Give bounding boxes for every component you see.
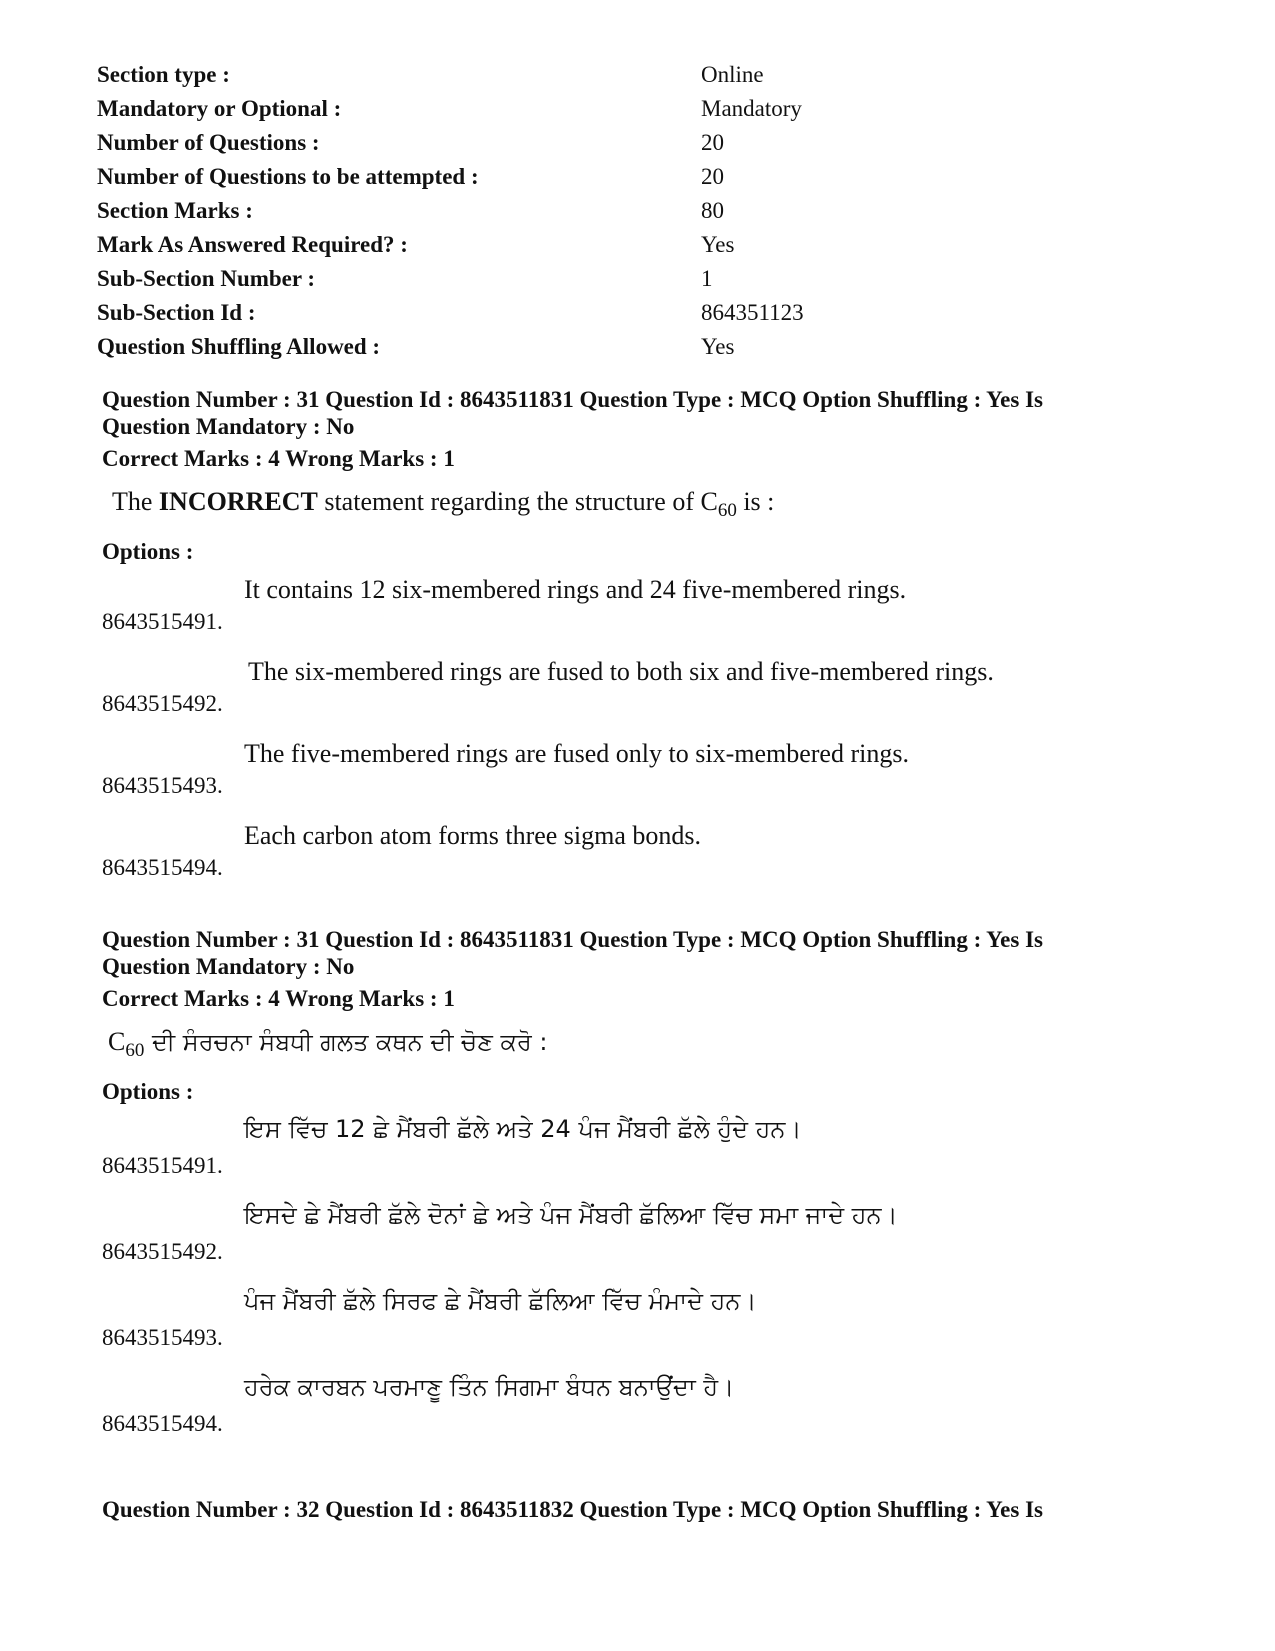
question-meta <box>102 926 1202 980</box>
option-item <box>102 813 1202 895</box>
row-label: Number of Questions to be attempted : <box>97 164 479 189</box>
option-text: Each carbon atom forms three sigma bonds. <box>244 821 702 850</box>
section-row-num-questions <box>97 126 1097 160</box>
subscript: 60 <box>125 1040 145 1061</box>
subscript: 60 <box>717 500 737 521</box>
option-id: 8643515492. <box>102 691 223 716</box>
row-label: Mandatory or Optional : <box>97 96 342 121</box>
option-text: The six-membered rings are fused to both six and five-membered rings. <box>248 657 994 686</box>
question-marks: Correct Marks : 4 Wrong Marks : 1 <box>102 446 455 471</box>
row-value: Mandatory <box>701 96 802 121</box>
section-details <box>97 58 1097 364</box>
row-label: Number of Questions : <box>97 130 320 155</box>
option-text: ਇਸ ਵਿੱਚ 12 ਛੇ ਮੈਂਬਰੀ ਛੱਲੇ ਅਤੇ 24 ਪੰਜ ਮੈਂਬਰੀ ਛੱਲੇ ਹੁੰਦੇ ਹਨ। <box>244 1115 802 1143</box>
option-item <box>102 731 1202 813</box>
question-meta-line1: Question Number : 31 Question Id : 8643511831 Question Type : MCQ Option Shuffling : Yes Is <box>102 387 1043 412</box>
option-text: The five-membered rings are fused only to six-membered rings. <box>244 739 909 768</box>
section-row-subsection-number <box>97 262 1097 296</box>
option-item <box>102 1107 1202 1193</box>
section-row-marks <box>97 194 1097 228</box>
question-block-punjabi <box>102 926 1202 1451</box>
question-text-part: ਦੀ ਸੰਰਚਨਾ ਸੰਬਧੀ ਗਲਤ ਕਥਨ ਦੀ ਚੋਣ ਕਰੋ : <box>144 1028 548 1056</box>
option-text: ਹਰੇਕ ਕਾਰਬਨ ਪਰਮਾਣੂ ਤਿੰਨ ਸਿਗਮਾ ਬੰਧਨ ਬਨਾਉਂਦਾ ਹੈ। <box>244 1373 735 1401</box>
row-label: Mark As Answered Required? : <box>97 232 408 257</box>
question-text <box>108 1026 1202 1067</box>
options-label: Options : <box>102 539 194 564</box>
question-meta-line2: Question Mandatory : No <box>102 954 355 979</box>
question-meta <box>102 386 1202 440</box>
option-item <box>102 1193 1202 1279</box>
row-value: 20 <box>701 130 724 155</box>
section-row-mandatory <box>97 92 1097 126</box>
section-row-subsection-id <box>97 296 1097 330</box>
option-id: 8643515492. <box>102 1239 223 1264</box>
row-value: Online <box>701 62 764 87</box>
question-marks: Correct Marks : 4 Wrong Marks : 1 <box>102 986 455 1011</box>
question-text <box>112 486 1202 527</box>
question-text-part: C <box>108 1027 126 1056</box>
section-row-shuffling <box>97 330 1097 364</box>
row-value: Yes <box>701 334 735 359</box>
option-id: 8643515494. <box>102 1411 223 1436</box>
question-meta-line1: Question Number : 31 Question Id : 8643511831 Question Type : MCQ Option Shuffling : Yes Is <box>102 927 1043 952</box>
row-value: Yes <box>701 232 735 257</box>
row-value: 864351123 <box>701 300 804 325</box>
option-item <box>102 1279 1202 1365</box>
option-item <box>102 1365 1202 1451</box>
row-label: Sub-Section Number : <box>97 266 316 291</box>
row-label: Sub-Section Id : <box>97 300 256 325</box>
question-meta-line2: Question Mandatory : No <box>102 414 355 439</box>
options-label: Options : <box>102 1079 194 1104</box>
option-text: ਪੰਜ ਮੈਂਬਰੀ ਛੱਲੇ ਸਿਰਫ ਛੇ ਮੈਂਬਰੀ ਛੱਲਿਆ ਵਿੱਚ ਮੰਮਾਦੇ ਹਨ। <box>244 1287 757 1315</box>
option-id: 8643515491. <box>102 1153 223 1178</box>
row-label: Question Shuffling Allowed : <box>97 334 381 359</box>
question-text-part: statement regarding the structure of C <box>317 487 718 516</box>
row-value: 1 <box>701 266 713 291</box>
option-id: 8643515491. <box>102 609 223 634</box>
section-row-mark-answered <box>97 228 1097 262</box>
question-text-part: is : <box>736 487 775 516</box>
question-text-emphasis: INCORRECT <box>158 487 318 516</box>
row-label: Section type : <box>97 62 230 87</box>
question-text-part: The <box>112 487 159 516</box>
row-label: Section Marks : <box>97 198 253 223</box>
option-item <box>102 649 1202 731</box>
row-value: 20 <box>701 164 724 189</box>
row-value: 80 <box>701 198 724 223</box>
question-block-english <box>102 386 1202 895</box>
option-text: It contains 12 six-membered rings and 24 five-membered rings. <box>244 575 907 604</box>
option-item <box>102 567 1202 649</box>
next-question-meta: Question Number : 32 Question Id : 8643511832 Question Type : MCQ Option Shuffling : Yes Is <box>102 1497 1043 1522</box>
option-id: 8643515493. <box>102 1325 223 1350</box>
option-text: ਇਸਦੇ ਛੇ ਮੈਂਬਰੀ ਛੱਲੇ ਦੋਨਾਂ ਛੇ ਅਤੇ ਪੰਜ ਮੈਂਬਰੀ ਛੱਲਿਆ ਵਿੱਚ ਸਮਾ ਜਾਦੇ ਹਨ। <box>244 1201 898 1229</box>
section-row-type <box>97 58 1097 92</box>
option-id: 8643515493. <box>102 773 223 798</box>
section-row-to-attempt <box>97 160 1097 194</box>
option-id: 8643515494. <box>102 855 223 880</box>
